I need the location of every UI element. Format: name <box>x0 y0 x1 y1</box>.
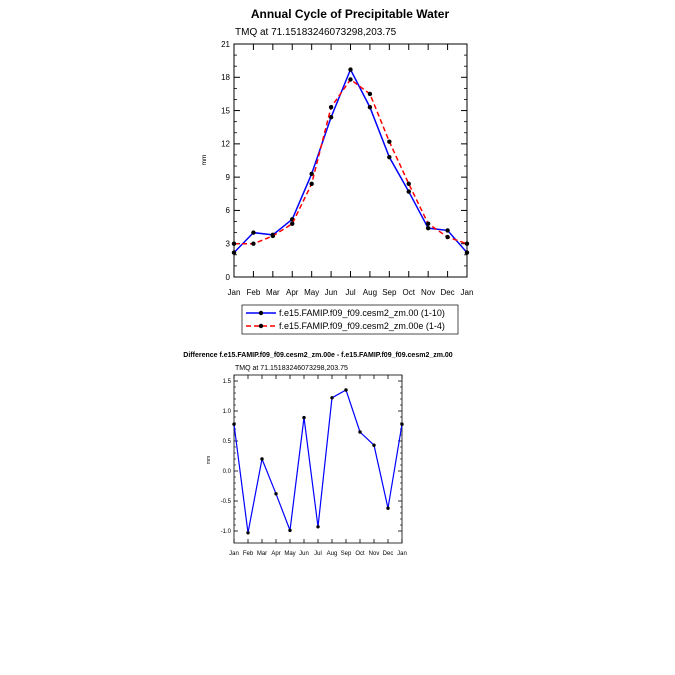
data-point <box>290 222 294 226</box>
y-tick-label: 0.0 <box>222 469 231 476</box>
x-tick-label: Nov <box>421 288 436 297</box>
y-tick-label: 3 <box>225 239 230 249</box>
series-line-2 <box>234 80 467 244</box>
x-tick-label: Sep <box>340 551 352 557</box>
data-point <box>368 92 372 96</box>
x-tick-label: Jan <box>397 551 407 557</box>
y-tick-label: 15 <box>221 106 230 116</box>
chart-subtitle: TMQ at 71.15183246073298,203.75 <box>235 365 348 372</box>
legend <box>242 305 458 334</box>
y-tick-label: 1.0 <box>222 409 231 416</box>
series-line-1 <box>234 70 467 253</box>
x-tick-label: May <box>284 551 296 557</box>
data-point <box>465 250 469 254</box>
series-line-1 <box>234 390 402 533</box>
data-point <box>251 242 255 246</box>
data-point <box>260 457 263 460</box>
x-axis-ticks <box>229 375 407 557</box>
x-tick-label: Apr <box>271 551 281 557</box>
x-tick-label: Dec <box>440 288 455 297</box>
y-tick-label: 12 <box>221 139 230 149</box>
x-tick-label: Aug <box>326 551 338 557</box>
data-point <box>344 388 347 391</box>
x-tick-label: Jun <box>299 551 309 557</box>
x-tick-label: Jul <box>314 551 322 557</box>
x-tick-label: Oct <box>355 551 365 557</box>
y-tick-label: 0.5 <box>222 439 231 446</box>
data-point <box>232 242 236 246</box>
y-tick-label: -1.0 <box>220 529 231 536</box>
data-point <box>465 242 469 246</box>
data-point <box>426 222 430 226</box>
y-axis-label: mm <box>201 154 208 166</box>
y-tick-label: 0 <box>225 272 230 282</box>
data-point <box>329 105 333 109</box>
x-tick-label: Jun <box>324 288 338 297</box>
chart-subtitle: TMQ at 71.15183246073298,203.75 <box>235 27 397 38</box>
legend-label-series-2: f.e15.FAMIP.f09_f09.cesm2_zm.00e (1-4) <box>279 321 445 331</box>
y-tick-label: 1.5 <box>222 379 231 386</box>
data-point <box>232 423 235 426</box>
x-tick-label: Sep <box>382 288 397 297</box>
data-point <box>358 430 361 433</box>
legend-label-series-1: f.e15.FAMIP.f09_f09.cesm2_zm.00 (1-10) <box>279 308 445 318</box>
series-group <box>232 67 469 254</box>
data-point <box>309 182 313 186</box>
y-tick-label: 21 <box>221 39 230 49</box>
data-point <box>387 155 391 159</box>
data-point <box>407 189 411 193</box>
legend-marker-series-1 <box>259 311 263 315</box>
x-tick-label: Jan <box>229 551 239 557</box>
x-tick-label: Feb <box>246 288 261 297</box>
x-tick-label: Apr <box>286 288 299 297</box>
x-tick-label: May <box>304 288 320 297</box>
data-point <box>330 396 333 399</box>
x-tick-label: Jul <box>345 288 356 297</box>
data-point <box>426 226 430 230</box>
y-axis-label: mm <box>206 455 212 465</box>
x-tick-label: Oct <box>402 288 415 297</box>
data-point <box>251 230 255 234</box>
x-tick-label: Mar <box>265 288 280 297</box>
data-point <box>302 416 305 419</box>
data-point <box>386 507 389 510</box>
x-tick-label: Mar <box>256 551 268 557</box>
data-point <box>372 444 375 447</box>
x-tick-label: Nov <box>368 551 380 557</box>
chart-title: Difference f.e15.FAMIP.f09_f09.cesm2_zm.00e - f.e15.FAMIP.f09_f09.cesm2_zm.00 <box>183 352 453 359</box>
y-tick-label: 9 <box>225 172 230 182</box>
data-point <box>246 531 249 534</box>
data-point <box>232 250 236 254</box>
y-tick-label: -0.5 <box>220 499 231 506</box>
data-point <box>274 492 277 495</box>
y-tick-label: 6 <box>225 206 230 216</box>
y-axis-ticks <box>221 40 467 282</box>
legend-marker-series-2 <box>259 324 263 328</box>
data-point <box>271 234 275 238</box>
y-axis-ticks <box>221 379 402 535</box>
data-point <box>445 228 449 232</box>
x-tick-label: Dec <box>382 551 394 557</box>
data-point <box>400 423 403 426</box>
data-point <box>348 77 352 81</box>
difference-chart <box>183 352 452 557</box>
data-point <box>445 235 449 239</box>
data-point <box>316 525 319 528</box>
series-group <box>232 388 403 534</box>
data-point <box>387 139 391 143</box>
y-tick-label: 18 <box>221 73 230 83</box>
annual-cycle-chart <box>201 7 473 334</box>
chart-title: Annual Cycle of Precipitable Water <box>250 7 450 21</box>
data-point <box>368 105 372 109</box>
x-tick-label: Aug <box>362 288 378 297</box>
x-tick-label: Jan <box>227 288 241 297</box>
x-tick-label: Feb <box>242 551 254 557</box>
x-tick-label: Jan <box>460 288 474 297</box>
data-point <box>288 529 291 532</box>
data-point <box>407 182 411 186</box>
data-point <box>348 67 352 71</box>
